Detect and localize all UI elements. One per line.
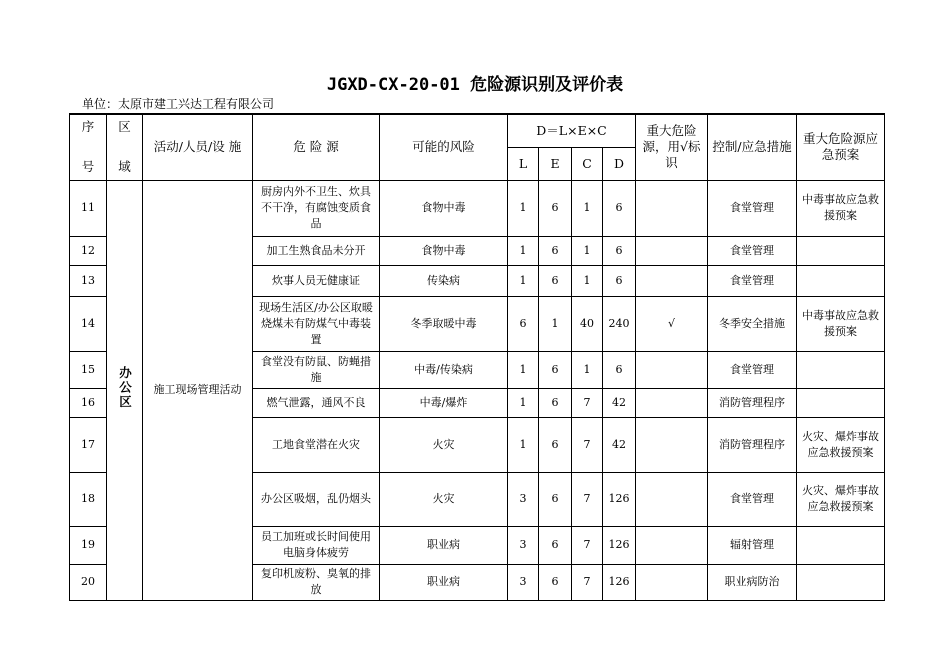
row-no: 16 (70, 388, 107, 417)
row-hazard: 复印机废粉、臭氧的排放 (253, 564, 380, 600)
row-plan (797, 351, 885, 388)
row-no: 19 (70, 526, 107, 564)
header-area: 区 域 (107, 114, 143, 180)
row-C: 7 (572, 388, 603, 417)
header-formula: D＝L×E×C (508, 114, 636, 147)
row-plan (797, 388, 885, 417)
header-D: D (603, 147, 636, 180)
row-plan: 中毒事故应急救援预案 (797, 180, 885, 236)
row-no: 18 (70, 472, 107, 526)
row-risk: 中毒/传染病 (380, 351, 508, 388)
row-control: 食堂管理 (708, 265, 797, 296)
row-L: 1 (508, 180, 539, 236)
row-C: 40 (572, 296, 603, 351)
row-C: 7 (572, 526, 603, 564)
row-hazard: 燃气泄露，通风不良 (253, 388, 380, 417)
row-L: 1 (508, 265, 539, 296)
row-control: 食堂管理 (708, 351, 797, 388)
row-no: 20 (70, 564, 107, 600)
row-risk: 火灾 (380, 472, 508, 526)
row-risk: 食物中毒 (380, 236, 508, 265)
row-major (636, 564, 708, 600)
row-control: 职业病防治 (708, 564, 797, 600)
header-E: E (539, 147, 572, 180)
header-seq: 序 号 (70, 114, 107, 180)
row-major (636, 417, 708, 472)
row-no: 12 (70, 236, 107, 265)
area-cell (107, 180, 143, 600)
header-risk: 可能的风险 (380, 114, 508, 180)
row-control: 食堂管理 (708, 236, 797, 265)
row-risk: 传染病 (380, 265, 508, 296)
row-L: 1 (508, 417, 539, 472)
row-E: 6 (539, 180, 572, 236)
table-row (70, 180, 885, 236)
header-control: 控制/应急措施 (708, 114, 797, 180)
row-hazard: 炊事人员无健康证 (253, 265, 380, 296)
row-risk: 职业病 (380, 526, 508, 564)
row-risk: 冬季取暖中毒 (380, 296, 508, 351)
row-L: 1 (508, 236, 539, 265)
document-title (0, 70, 950, 95)
header-hazard: 危 险 源 (253, 114, 380, 180)
row-C: 1 (572, 351, 603, 388)
row-control: 消防管理程序 (708, 388, 797, 417)
row-plan: 火灾、爆炸事故应急救援预案 (797, 417, 885, 472)
row-control: 食堂管理 (708, 472, 797, 526)
header-plan: 重大危险源应急预案 (797, 114, 885, 180)
row-risk: 中毒/爆炸 (380, 388, 508, 417)
row-E: 6 (539, 236, 572, 265)
row-hazard: 食堂没有防鼠、防蝇措施 (253, 351, 380, 388)
row-plan (797, 526, 885, 564)
activity-cell: 施工现场管理活动 (143, 180, 253, 600)
row-E: 1 (539, 296, 572, 351)
row-risk: 职业病 (380, 564, 508, 600)
row-major (636, 265, 708, 296)
row-hazard: 加工生熟食品未分开 (253, 236, 380, 265)
row-L: 6 (508, 296, 539, 351)
row-L: 1 (508, 388, 539, 417)
header-activity: 活动/人员/设 施 (143, 114, 253, 180)
header-C: C (572, 147, 603, 180)
row-risk: 火灾 (380, 417, 508, 472)
row-L: 3 (508, 472, 539, 526)
row-D: 6 (603, 265, 636, 296)
row-control: 食堂管理 (708, 180, 797, 236)
row-control: 消防管理程序 (708, 417, 797, 472)
row-no: 13 (70, 265, 107, 296)
row-major: √ (636, 296, 708, 351)
row-D: 6 (603, 236, 636, 265)
row-L: 3 (508, 526, 539, 564)
row-hazard: 现场生活区/办公区取暖烧煤未有防煤气中毒装置 (253, 296, 380, 351)
row-plan (797, 564, 885, 600)
row-major (636, 236, 708, 265)
row-no: 14 (70, 296, 107, 351)
title-text: 危险源识别及评价表 (470, 75, 624, 95)
row-E: 6 (539, 417, 572, 472)
row-E: 6 (539, 388, 572, 417)
row-no: 15 (70, 351, 107, 388)
row-E: 6 (539, 526, 572, 564)
row-E: 6 (539, 472, 572, 526)
row-major (636, 472, 708, 526)
row-E: 6 (539, 265, 572, 296)
row-hazard: 厨房内外不卫生、炊具不干净，有腐蚀变质食品 (253, 180, 380, 236)
row-L: 3 (508, 564, 539, 600)
header-major: 重大危险源，用√标识 (636, 114, 708, 180)
row-C: 7 (572, 472, 603, 526)
row-no: 11 (70, 180, 107, 236)
row-major (636, 526, 708, 564)
row-C: 7 (572, 564, 603, 600)
row-hazard: 办公区吸烟，乱仍烟头 (253, 472, 380, 526)
row-D: 126 (603, 526, 636, 564)
row-D: 6 (603, 351, 636, 388)
row-hazard: 工地食堂潜在火灾 (253, 417, 380, 472)
row-risk: 食物中毒 (380, 180, 508, 236)
row-major (636, 180, 708, 236)
row-no: 17 (70, 417, 107, 472)
area-name: 办公区 (117, 365, 133, 410)
row-plan (797, 236, 885, 265)
row-control: 冬季安全措施 (708, 296, 797, 351)
row-plan: 中毒事故应急救援预案 (797, 296, 885, 351)
row-D: 42 (603, 417, 636, 472)
row-D: 240 (603, 296, 636, 351)
row-major (636, 388, 708, 417)
row-E: 6 (539, 564, 572, 600)
row-C: 1 (572, 265, 603, 296)
row-L: 1 (508, 351, 539, 388)
hazard-table (69, 113, 885, 601)
row-E: 6 (539, 351, 572, 388)
row-hazard: 员工加班或长时间使用电脑身体疲劳 (253, 526, 380, 564)
row-plan (797, 265, 885, 296)
row-C: 1 (572, 236, 603, 265)
title-code: JGXD-CX-20-01 (326, 75, 460, 95)
header-L: L (508, 147, 539, 180)
row-D: 126 (603, 564, 636, 600)
row-C: 7 (572, 417, 603, 472)
row-D: 126 (603, 472, 636, 526)
row-major (636, 351, 708, 388)
row-D: 42 (603, 388, 636, 417)
row-D: 6 (603, 180, 636, 236)
row-C: 1 (572, 180, 603, 236)
row-plan: 火灾、爆炸事故应急救援预案 (797, 472, 885, 526)
row-control: 辐射管理 (708, 526, 797, 564)
unit-line: 单位：太原市建工兴达工程有限公司 (82, 97, 275, 111)
